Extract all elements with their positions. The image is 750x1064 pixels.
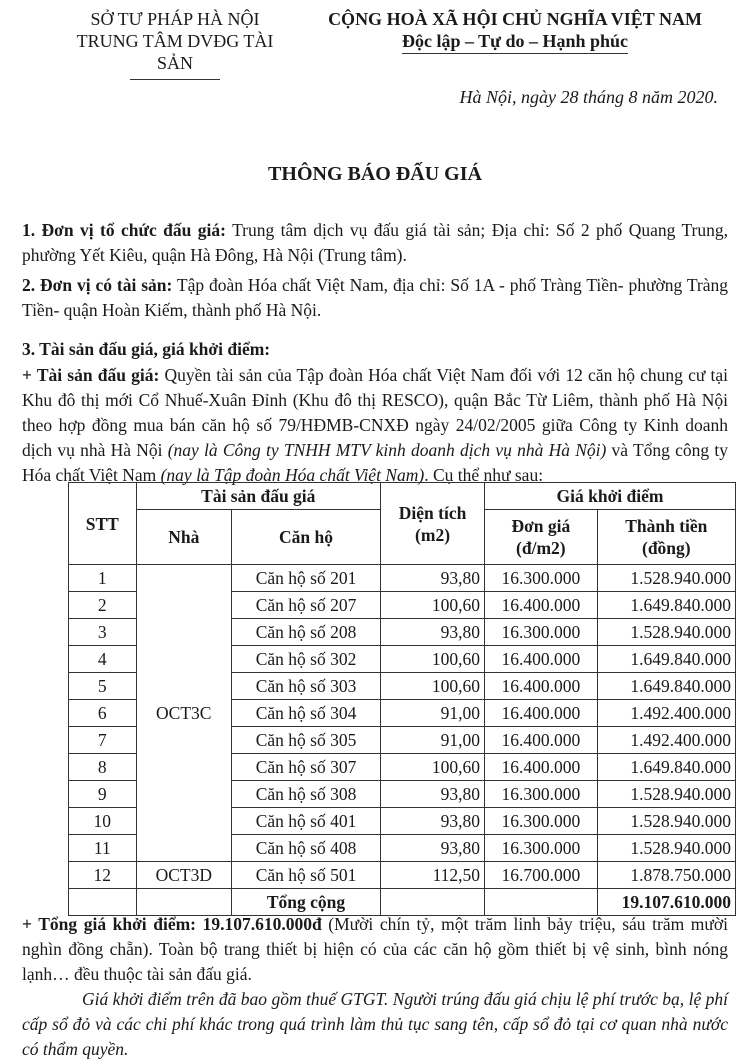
cell-area: 93,80 (381, 835, 485, 862)
header-building: Nhà (136, 510, 231, 565)
cell-amount: 1.528.940.000 (597, 619, 735, 646)
cell-unit-price: 16.400.000 (485, 700, 598, 727)
cell-area: 100,60 (381, 592, 485, 619)
cell-area: 112,50 (381, 862, 485, 889)
cell-stt: 1 (69, 565, 137, 592)
table-row (69, 862, 736, 889)
cell-stt: 11 (69, 835, 137, 862)
section-assets-label: 3. Tài sản đấu giá, giá khởi điểm: (22, 339, 271, 359)
issuer-center: TRUNG TÂM DVĐG TÀI SẢN (76, 31, 274, 73)
cell-unit-price: 16.300.000 (485, 619, 598, 646)
total-starting-price-label: + Tổng giá khởi điểm: 19.107.610.000đ (22, 914, 322, 934)
asset-description (22, 363, 728, 488)
cell-apartment: Căn hộ số 307 (231, 754, 380, 781)
asset-description-text: và Tổng công ty Hóa chất Việt Nam (22, 440, 728, 485)
cell-area: 93,80 (381, 808, 485, 835)
cell-unit-price: 16.400.000 (485, 592, 598, 619)
national-title: CỘNG HOÀ XÃ HỘI CHỦ NGHĨA VIỆT NAM (328, 9, 702, 29)
asset-description-label: + Tài sản đấu giá: (22, 365, 160, 385)
total-value: 19.107.610.000 (597, 889, 735, 916)
cell-apartment: Căn hộ số 305 (231, 727, 380, 754)
total-starting-price (22, 912, 728, 987)
total-label: Tổng cộng (231, 889, 380, 916)
cell-stt: 4 (69, 646, 137, 673)
cell-apartment: Căn hộ số 501 (231, 862, 380, 889)
cell-area: 93,80 (381, 619, 485, 646)
cell-stt: 12 (69, 862, 137, 889)
cell-building: OCT3C (136, 565, 231, 862)
issuer-department: SỞ TƯ PHÁP HÀ NỘI (90, 9, 260, 29)
cell-apartment: Căn hộ số 201 (231, 565, 380, 592)
cell-stt: 6 (69, 700, 137, 727)
cell-stt: 2 (69, 592, 137, 619)
cell-amount: 1.492.400.000 (597, 700, 735, 727)
cell-stt: 8 (69, 754, 137, 781)
cell-area: 91,00 (381, 727, 485, 754)
cell-unit-price: 16.400.000 (485, 727, 598, 754)
cell-apartment: Căn hộ số 308 (231, 781, 380, 808)
header-area: Diện tích (m2) (381, 483, 485, 565)
cell-amount: 1.528.940.000 (597, 808, 735, 835)
cell-apartment: Căn hộ số 302 (231, 646, 380, 673)
cell-amount: 1.528.940.000 (597, 781, 735, 808)
cell-amount: 1.649.840.000 (597, 673, 735, 700)
cell-apartment: Căn hộ số 207 (231, 592, 380, 619)
cell-area: 100,60 (381, 754, 485, 781)
cell-stt: 7 (69, 727, 137, 754)
cell-apartment: Căn hộ số 401 (231, 808, 380, 835)
national-header (300, 8, 730, 54)
header-apartment: Căn hộ (231, 510, 380, 565)
asset-description-text: . Cụ thể như sau: (424, 465, 544, 485)
cell-unit-price: 16.400.000 (485, 754, 598, 781)
cell-area: 91,00 (381, 700, 485, 727)
header-unit-price: Đơn giá (đ/m2) (485, 510, 598, 565)
national-motto: Độc lập – Tự do – Hạnh phúc (402, 30, 628, 54)
document-title: THÔNG BÁO ĐẤU GIÁ (268, 163, 482, 185)
section-assets-heading (22, 337, 728, 362)
cell-area: 100,60 (381, 673, 485, 700)
cell-apartment: Căn hộ số 303 (231, 673, 380, 700)
asset-description-text: Quyền tài sản của Tập đoàn Hóa chất Việt Nam đối với 12 căn hộ chung cư tại Khu đô thị mới Cổ Nhuế-Xuân Đỉnh (Khu đô thị RESCO), quận Bắc Từ Liêm, thành phố Hà Nội theo hợp đồng mua bán căn hộ số 79/HĐMB-CNXĐ ngày 24/02/2005 giữa Công ty Kinh doanh dịch vụ nhà Hà Nội (22, 365, 728, 460)
section-owner-label: 2. Đơn vị có tài sản: (22, 275, 173, 295)
cell-unit-price: 16.300.000 (485, 565, 598, 592)
asset-description-note: (nay là Công ty TNHH MTV kinh doanh dịch vụ nhà Hà Nội) (167, 440, 607, 460)
table-row (69, 565, 736, 592)
cell-stt: 5 (69, 673, 137, 700)
cell-unit-price: 16.400.000 (485, 673, 598, 700)
section-organizer-label: 1. Đơn vị tổ chức đấu giá: (22, 220, 226, 240)
cell-building: OCT3D (136, 862, 231, 889)
cell-stt: 9 (69, 781, 137, 808)
cell-amount: 1.878.750.000 (597, 862, 735, 889)
cell-amount: 1.649.840.000 (597, 646, 735, 673)
cell-amount: 1.528.940.000 (597, 565, 735, 592)
cell-stt: 10 (69, 808, 137, 835)
section-owner (22, 273, 728, 323)
cell-amount: 1.649.840.000 (597, 592, 735, 619)
cell-area: 100,60 (381, 646, 485, 673)
document-date: Hà Nội, ngày 28 tháng 8 năm 2020. (459, 87, 718, 107)
cell-apartment: Căn hộ số 408 (231, 835, 380, 862)
cell-amount: 1.528.940.000 (597, 835, 735, 862)
cell-amount: 1.492.400.000 (597, 727, 735, 754)
asset-table (68, 482, 736, 916)
section-organizer-text: Trung tâm dịch vụ đấu giá tài sản; Địa chỉ: Số 2 phố Quang Trung, phường Yết Kiêu, quận Hà Đông, Hà Nội (Trung tâm). (22, 220, 728, 265)
header-amount: Thành tiền (đồng) (597, 510, 735, 565)
cell-apartment: Căn hộ số 208 (231, 619, 380, 646)
cell-amount: 1.649.840.000 (597, 754, 735, 781)
cell-area: 93,80 (381, 781, 485, 808)
header-asset-group: Tài sản đấu giá (136, 483, 380, 510)
header-price-group: Giá khởi điểm (485, 483, 736, 510)
total-starting-price-text: (Mười chín tỷ, một trăm linh bảy triệu, sáu trăm mười nghìn đồng chẵn). Toàn bộ trang thiết bị hiện có của các căn hộ gồm thiết bị vệ sinh, bình nóng lạnh… đều thuộc tài sản đấu giá. (22, 914, 728, 984)
section-organizer (22, 218, 728, 268)
header-stt: STT (69, 483, 137, 565)
cell-unit-price: 16.300.000 (485, 808, 598, 835)
tax-note: Giá khởi điểm trên đã bao gồm thuế GTGT. Người trúng đấu giá chịu lệ phí trước bạ, lệ phí cấp sổ đỏ và các chi phí khác trong quá trình làm thủ tục sang tên, cấp sổ đỏ tại cơ quan nhà nước có thẩm quyền. (22, 989, 728, 1059)
issuer-divider (130, 79, 220, 80)
issuer-header (60, 8, 290, 80)
cell-unit-price: 16.300.000 (485, 835, 598, 862)
cell-apartment: Căn hộ số 304 (231, 700, 380, 727)
cell-unit-price: 16.700.000 (485, 862, 598, 889)
cell-unit-price: 16.300.000 (485, 781, 598, 808)
asset-description-note: (nay là Tập đoàn Hóa chất Việt Nam) (160, 465, 425, 485)
section-owner-text: Tập đoàn Hóa chất Việt Nam, địa chỉ: Số 1A - phố Tràng Tiền- phường Tràng Tiền- quận Hoàn Kiếm, thành phố Hà Nội. (22, 275, 728, 320)
cell-area: 93,80 (381, 565, 485, 592)
cell-stt: 3 (69, 619, 137, 646)
cell-unit-price: 16.400.000 (485, 646, 598, 673)
